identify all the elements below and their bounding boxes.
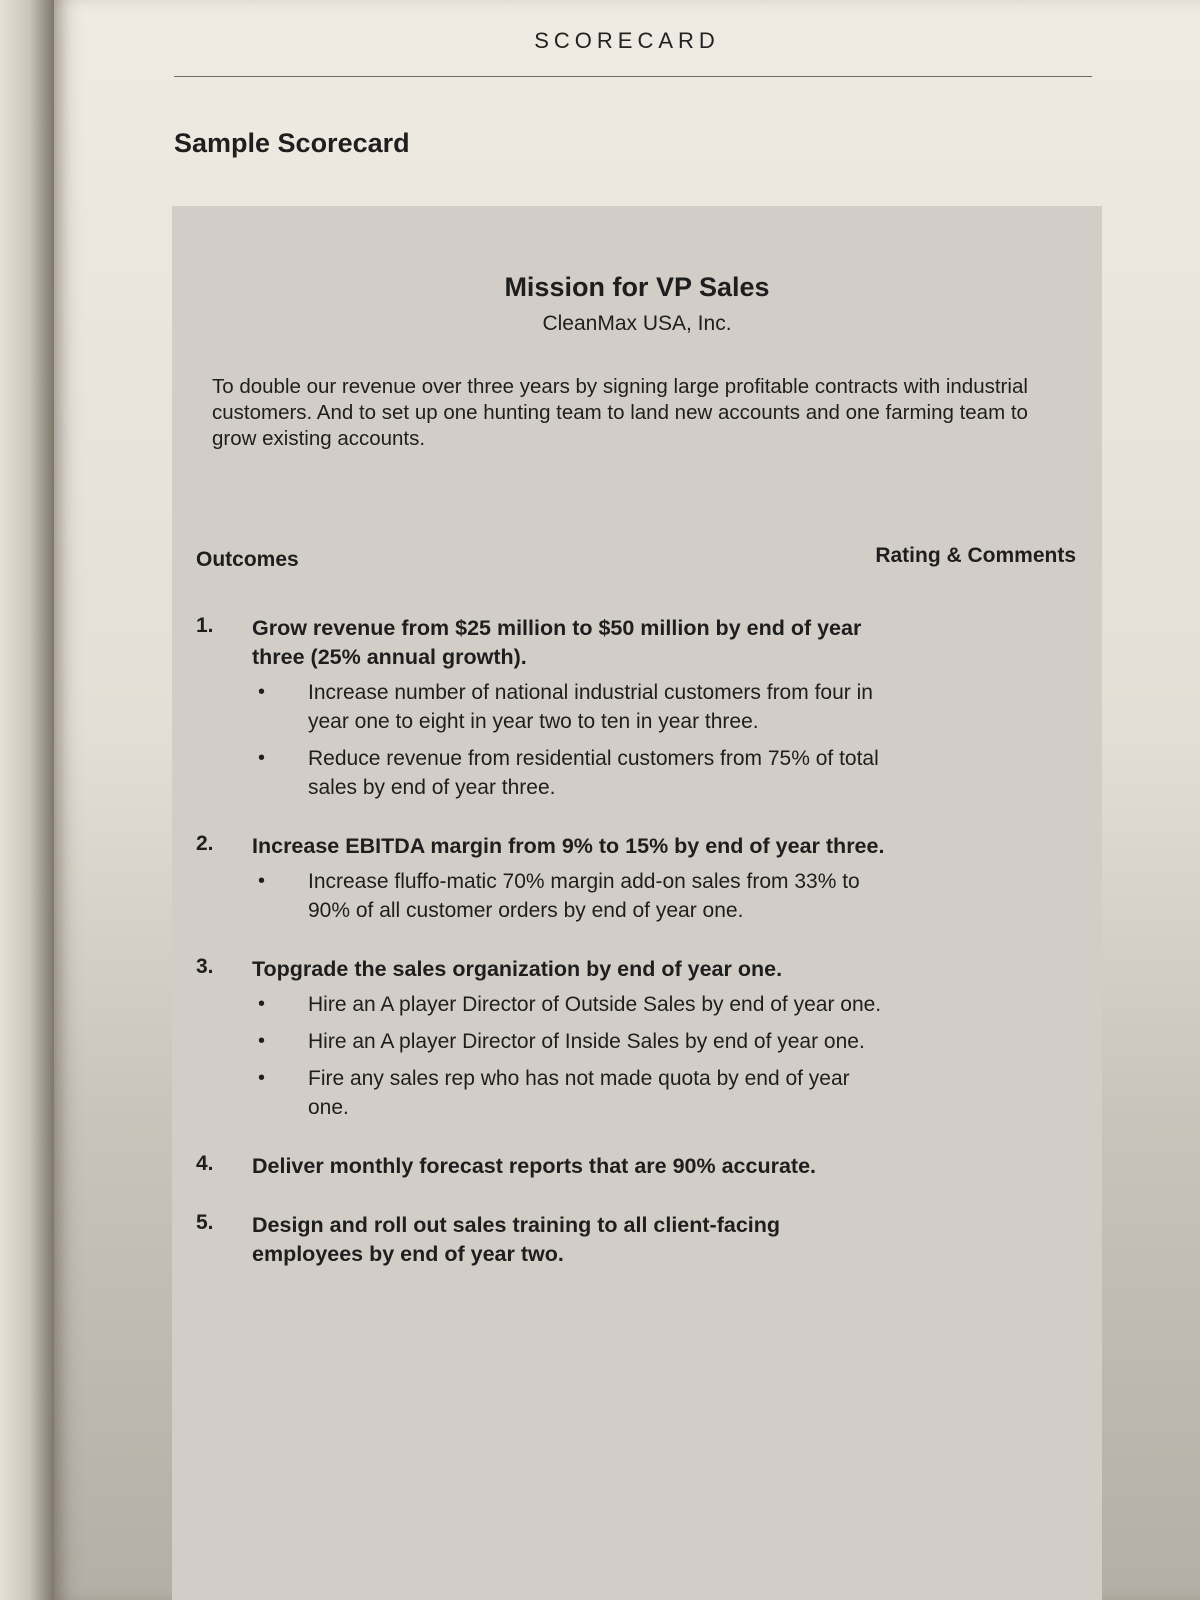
outcomes-list — [196, 614, 896, 1299]
bullet-icon: • — [258, 1030, 266, 1052]
bullet-icon: • — [258, 993, 266, 1015]
outcome-bullets — [252, 867, 896, 925]
outcome-item — [196, 832, 896, 925]
book-spine — [0, 0, 54, 1600]
scorecard-box — [172, 206, 1102, 1600]
bullet-icon: • — [258, 681, 266, 703]
header-rule — [174, 76, 1092, 77]
outcome-number: 2. — [196, 832, 214, 855]
outcome-item — [196, 1152, 896, 1181]
bullet-item — [252, 1027, 896, 1056]
outcomes-label: Outcomes — [196, 548, 299, 571]
bullet-text: Reduce revenue from residential customers from 75% of total sales by end of year three. — [308, 747, 879, 799]
rating-comments-label: Rating & Comments — [875, 544, 1076, 567]
section-title: Sample Scorecard — [174, 128, 410, 158]
outcome-bullets — [252, 990, 896, 1122]
bullet-icon: • — [258, 747, 266, 769]
outcome-title: Deliver monthly forecast reports that are 90% accurate. — [252, 1154, 816, 1178]
bullet-icon: • — [258, 1067, 266, 1089]
outcome-number: 4. — [196, 1152, 214, 1175]
bullet-text: Hire an A player Director of Inside Sales by end of year one. — [308, 1030, 865, 1053]
bullet-text: Fire any sales rep who has not made quota by end of year one. — [308, 1067, 850, 1119]
outcome-title: Design and roll out sales training to all client-facing employees by end of year two. — [252, 1213, 781, 1266]
mission-title: Mission for VP Sales — [504, 272, 770, 302]
bullet-text: Increase fluffo-matic 70% margin add-on sales from 33% to 90% of all customer orders by end of year one. — [308, 870, 860, 922]
company-name: CleanMax USA, Inc. — [542, 312, 732, 335]
bullet-item — [252, 867, 896, 925]
bullet-item — [252, 1064, 896, 1122]
column-header-row — [196, 544, 1076, 574]
outcome-item — [196, 1211, 896, 1269]
bullet-icon: • — [258, 870, 266, 892]
bullet-item — [252, 990, 896, 1019]
outcome-title: Increase EBITDA margin from 9% to 15% by end of year three. — [252, 834, 885, 858]
book-page — [54, 0, 1200, 1600]
mission-statement: To double our revenue over three years by signing large profitable contracts with industrial customers. And to set up one hunting team to land new accounts and one farming team to grow existing accounts. — [212, 375, 1028, 450]
bullet-item — [252, 744, 896, 802]
bullet-item — [252, 678, 896, 736]
running-head: SCORECARD — [534, 28, 720, 53]
bullet-text: Hire an A player Director of Outside Sales by end of year one. — [308, 993, 882, 1016]
outcome-item — [196, 614, 896, 802]
outcome-number: 1. — [196, 614, 214, 637]
outcome-title: Grow revenue from $25 million to $50 million by end of year three (25% annual growth). — [252, 616, 862, 669]
outcome-bullets — [252, 678, 896, 802]
outcome-number: 5. — [196, 1211, 214, 1234]
outcome-title: Topgrade the sales organization by end of year one. — [252, 957, 783, 981]
outcome-item — [196, 955, 896, 1122]
outcome-number: 3. — [196, 955, 214, 978]
bullet-text: Increase number of national industrial customers from four in year one to eight in year two to ten in year three. — [308, 681, 873, 733]
